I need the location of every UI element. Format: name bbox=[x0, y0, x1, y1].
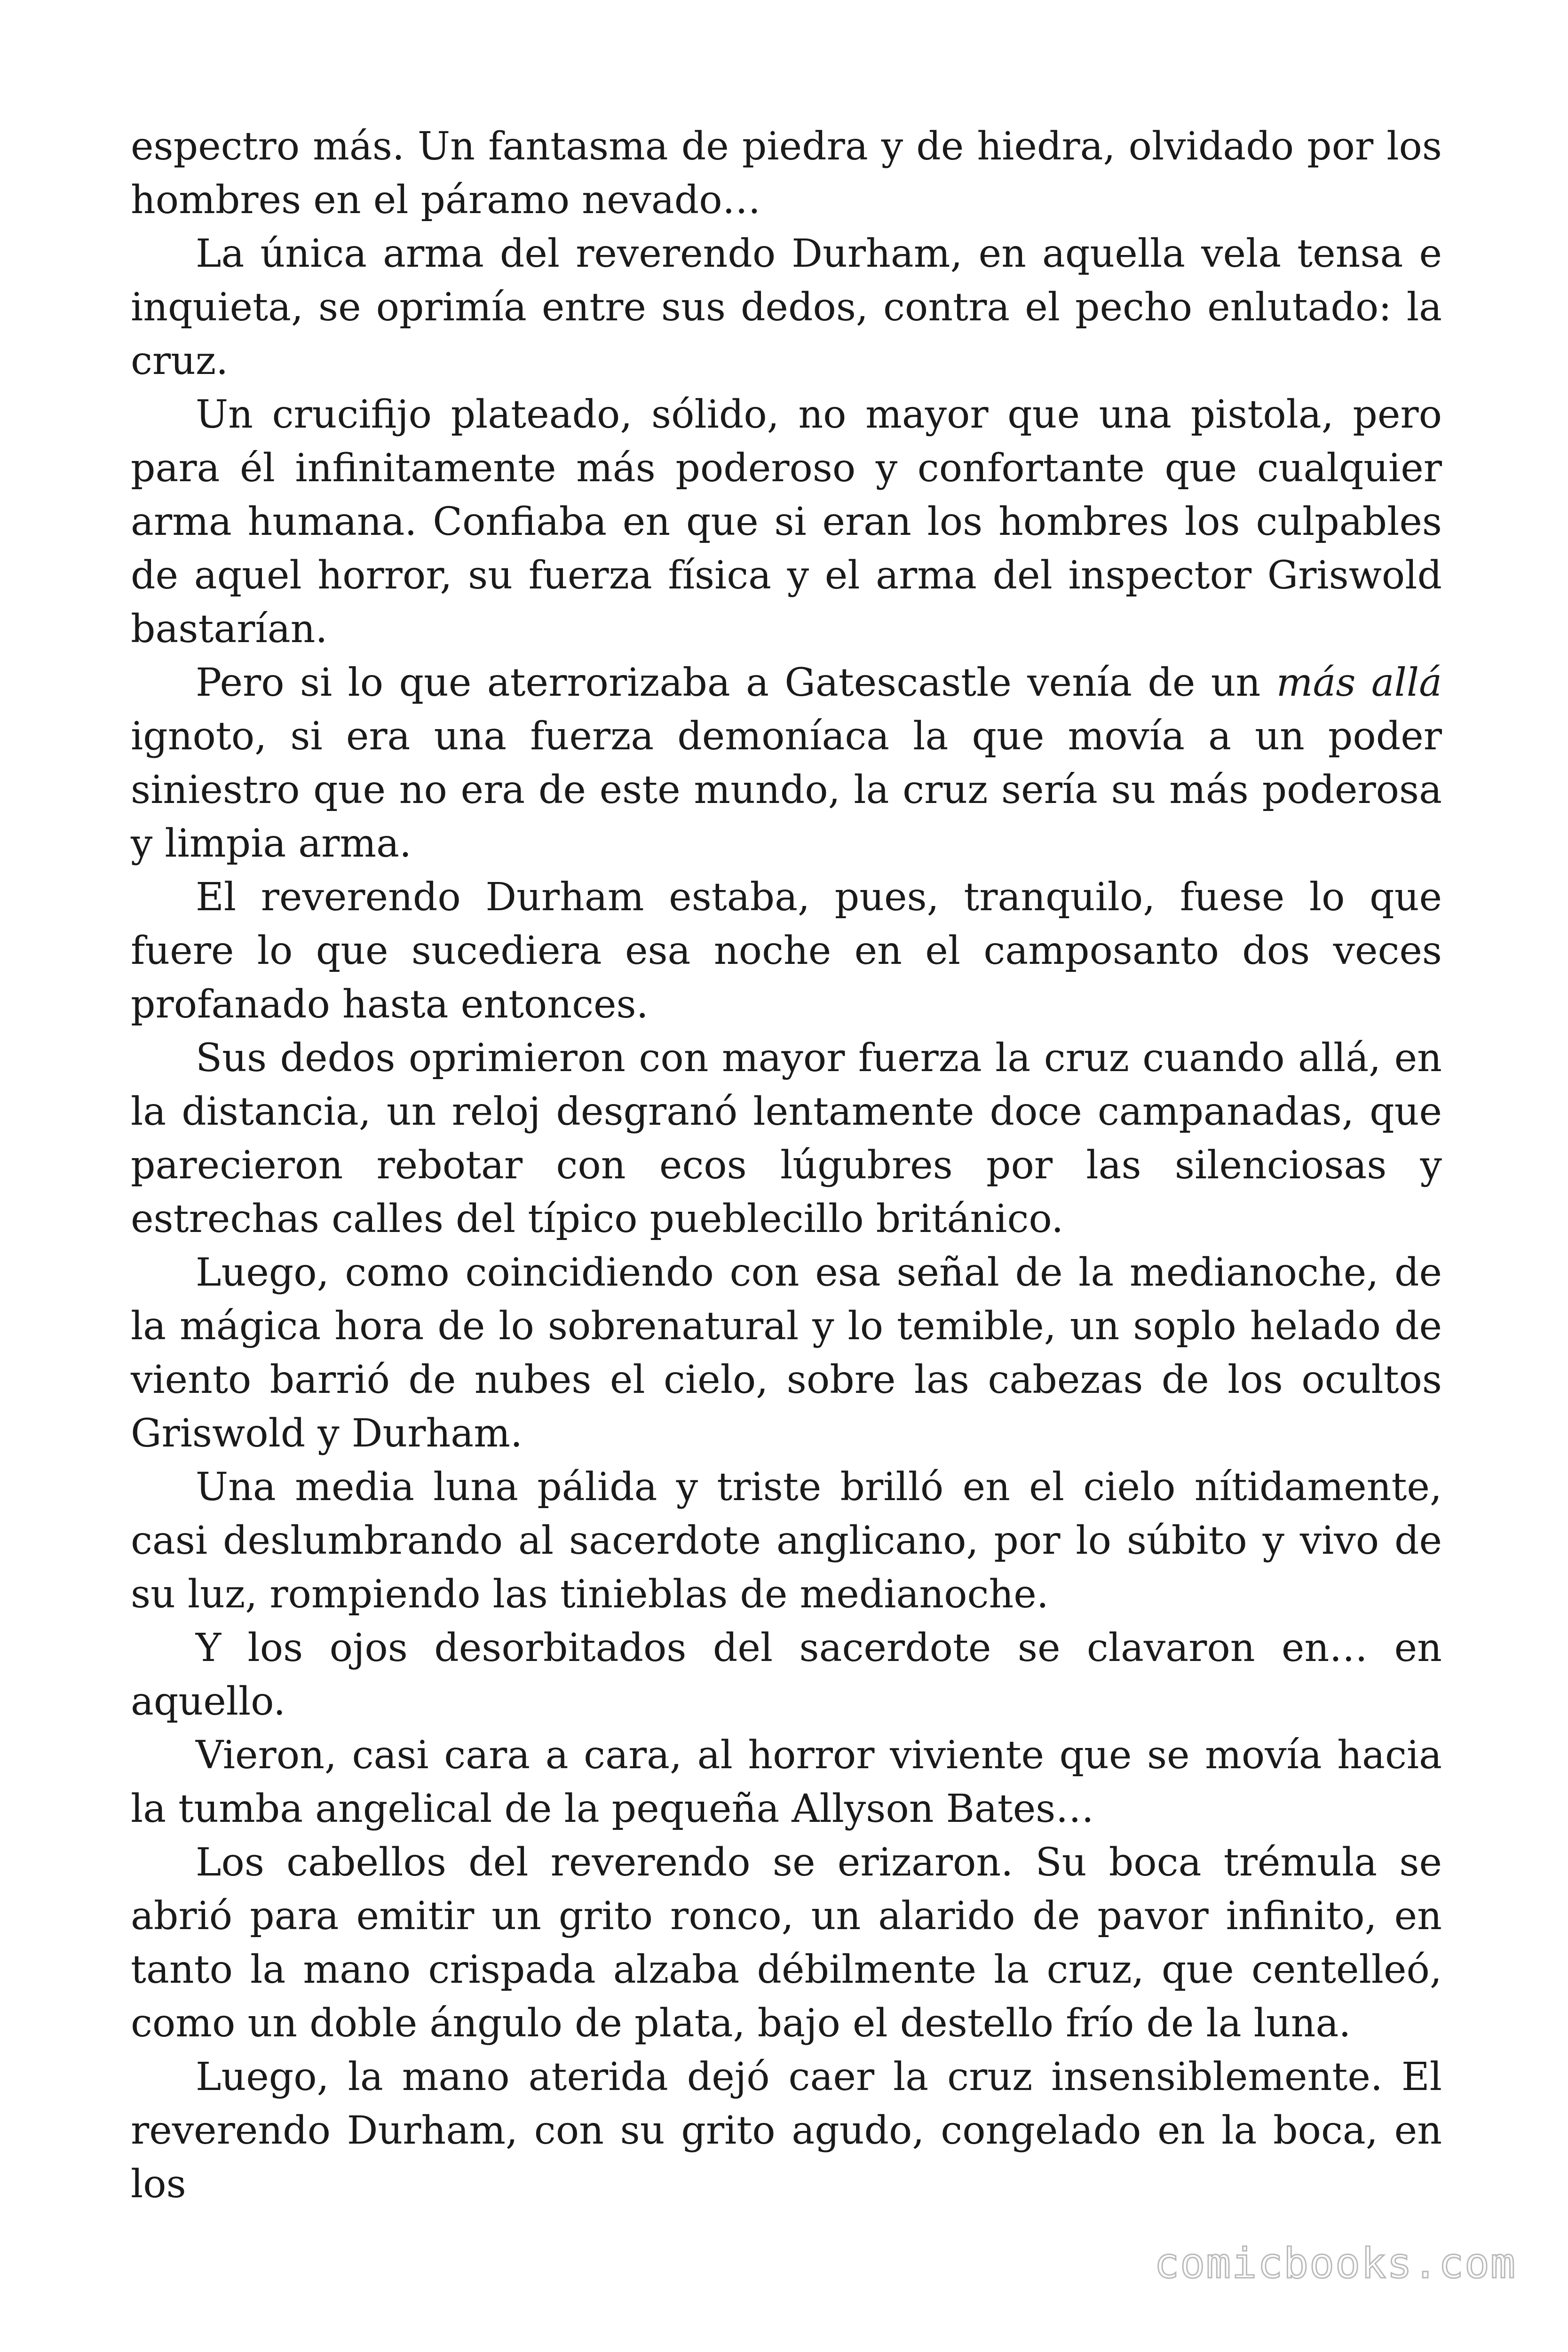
paragraph: Luego, la mano aterida dejó caer la cruz insensiblemente. El reverendo Durham, con su grito agudo, congelado en la boca, en los bbox=[131, 2055, 1442, 2207]
paragraph: Sus dedos oprimieron con mayor fuerza la cruz cuando allá, en la distancia, un reloj desgranó lentamente doce campanadas, que parecieron rebotar con ecos lúgubres por las silenciosas y estrechas calles del típico pueblecillo británico. bbox=[131, 1036, 1442, 1241]
paragraph: Y los ojos desorbitados del sacerdote se clavaron en… en aquello. bbox=[131, 1626, 1442, 1724]
body-text bbox=[131, 120, 1442, 2211]
paragraph-text: ignoto, si era una fuerza demoníaca la que movía a un poder siniestro que no era de este mundo, la cruz sería su más poderosa y limpia arma. bbox=[131, 714, 1442, 866]
paragraph: El reverendo Durham estaba, pues, tranquilo, fuese lo que fuere lo que sucediera esa noche en el camposanto dos veces profanado hasta entonces. bbox=[131, 875, 1442, 1027]
paragraph: espectro más. Un fantasma de piedra y de hiedra, olvidado por los hombres en el páramo nevado… bbox=[131, 124, 1442, 222]
watermark: comicbooks.com bbox=[1154, 2239, 1516, 2288]
paragraph: Un crucifijo plateado, sólido, no mayor que una pistola, pero para él infinitamente más poderoso y confortante que cualquier arma humana. Confiaba en que si eran los hombres los culpables de aquel horror, su fuerza física y el arma del inspector Griswold bastarían. bbox=[131, 392, 1442, 652]
paragraph: Luego, como coincidiendo con esa señal de la medianoche, de la mágica hora de lo sobrenatural y lo temible, un soplo helado de viento barrió de nubes el cielo, sobre las cabezas de los ocultos Griswold y Durham. bbox=[131, 1250, 1442, 1456]
paragraph: Vieron, casi cara a cara, al horror viviente que se movía hacia la tumba angelical de la pequeña Allyson Bates… bbox=[131, 1733, 1442, 1831]
paragraph bbox=[131, 656, 1442, 871]
italic-phrase: más allá bbox=[1276, 660, 1442, 705]
paragraph: Los cabellos del reverendo se erizaron. Su boca trémula se abrió para emitir un grito ronco, un alarido de pavor infinito, en tanto la mano crispada alzaba débilmente la cruz, que centelleó, como un doble ángulo de plata, bajo el destello frío de la luna. bbox=[131, 1840, 1442, 2046]
paragraph: Una media luna pálida y triste brilló en el cielo nítidamente, casi deslumbrando al sacerdote anglicano, por lo súbito y vivo de su luz, rompiendo las tinieblas de medianoche. bbox=[131, 1465, 1442, 1617]
paragraph-text: Pero si lo que aterrorizaba a Gatescastle venía de un bbox=[196, 660, 1276, 705]
paragraph: La única arma del reverendo Durham, en aquella vela tensa e inquieta, se oprimía entre sus dedos, contra el pecho enlutado: la cruz. bbox=[131, 231, 1442, 383]
